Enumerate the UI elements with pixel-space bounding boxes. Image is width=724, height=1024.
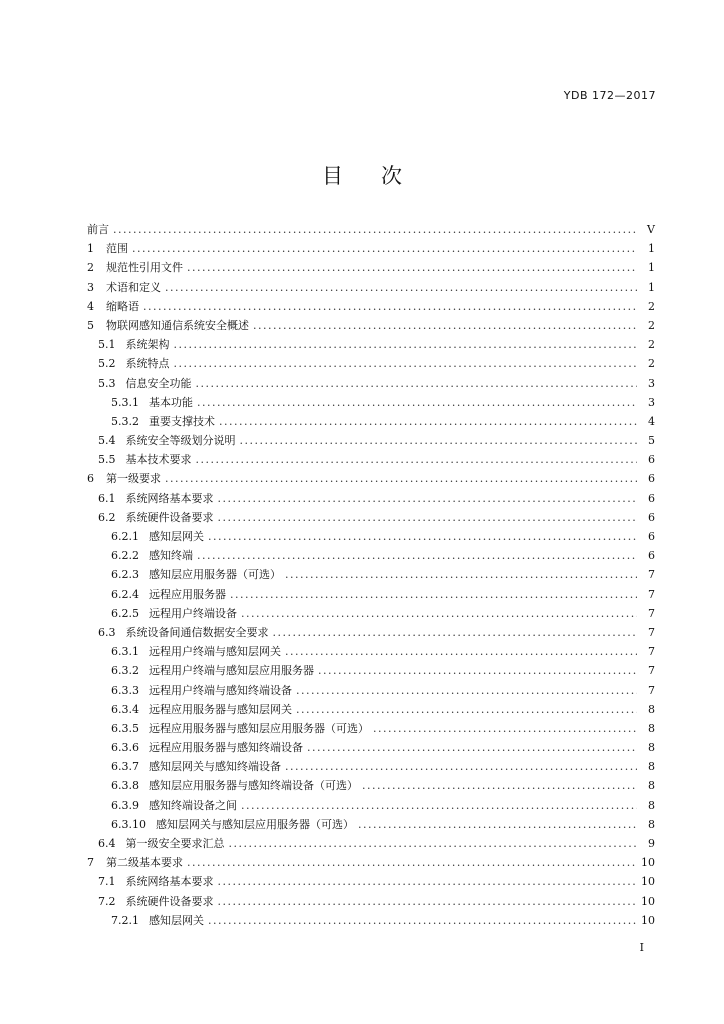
toc-leader-dots xyxy=(197,546,637,565)
toc-entry-page: 2 xyxy=(648,299,655,313)
toc-leader-dots xyxy=(285,642,637,661)
toc-entry-label: 物联网感知通信系统安全概述 xyxy=(106,318,249,332)
toc-entry-label: 前言 xyxy=(87,223,109,236)
toc-entry-label: 远程用户终端与感知层应用服务器 xyxy=(149,664,314,678)
toc-entry-page: 6 xyxy=(648,472,655,486)
toc-entry[interactable] xyxy=(87,585,655,604)
toc-leader-dots xyxy=(218,508,638,527)
toc-leader-dots xyxy=(230,585,637,604)
toc-entry-page: 8 xyxy=(648,798,655,812)
toc-entry-number: 6.2.4 xyxy=(111,587,139,601)
toc-entry-number: 1 xyxy=(87,242,94,256)
toc-entry-number: 6.1 xyxy=(98,491,116,505)
toc-entry-number: 5.5 xyxy=(98,453,116,467)
toc-leader-dots xyxy=(218,489,638,508)
toc-leader-dots xyxy=(196,450,638,469)
toc-entry-label: 基本功能 xyxy=(149,395,193,409)
toc-entry[interactable] xyxy=(87,872,655,891)
toc-entry-number: 5.3.2 xyxy=(111,414,139,428)
toc-entry[interactable] xyxy=(87,508,655,527)
toc-entry-page: 2 xyxy=(648,318,655,332)
toc-entry[interactable] xyxy=(87,776,655,795)
toc-leader-dots xyxy=(307,738,637,757)
toc-leader-dots xyxy=(113,220,637,239)
toc-entry-label: 术语和定义 xyxy=(106,280,161,294)
toc-entry-page: 8 xyxy=(648,721,655,735)
toc-entry-label: 系统硬件设备要求 xyxy=(125,894,214,908)
toc-entry-number: 6.2.1 xyxy=(111,530,139,543)
toc-leader-dots xyxy=(208,911,637,930)
toc-entry-number: 7 xyxy=(87,856,94,870)
toc-entry-page: 7 xyxy=(648,683,655,697)
toc-leader-dots xyxy=(219,412,637,431)
toc-entry[interactable] xyxy=(87,489,655,508)
toc-leader-dots xyxy=(174,354,638,373)
toc-entry-page: 10 xyxy=(641,875,655,889)
toc-entry[interactable] xyxy=(87,450,655,469)
toc-entry-label: 感知层应用服务器（可选） xyxy=(149,568,281,582)
toc-entry-label: 远程应用服务器与感知层应用服务器（可选） xyxy=(149,721,369,735)
toc-entry-page: 2 xyxy=(648,338,655,352)
toc-entry-label: 规范性引用文件 xyxy=(106,261,183,275)
toc-entry-page: 8 xyxy=(648,760,655,774)
toc-leader-dots xyxy=(196,374,638,393)
toc-entry-number: 7.1 xyxy=(98,875,116,889)
toc-entry-page: 10 xyxy=(641,913,655,927)
toc-entry[interactable] xyxy=(87,892,655,911)
toc-entry-page: 6 xyxy=(648,549,655,563)
title-char-2: 次 xyxy=(381,164,402,188)
toc-entry-number: 6.3.9 xyxy=(111,798,139,812)
toc-entry[interactable] xyxy=(87,911,655,930)
toc-entry-number: 7.2 xyxy=(98,894,116,908)
toc-entry[interactable] xyxy=(87,623,655,642)
toc-entry-label: 系统架构 xyxy=(125,338,170,352)
toc-entry[interactable] xyxy=(87,335,655,354)
toc-entry-label: 远程用户终端设备 xyxy=(149,606,237,620)
toc-entry[interactable] xyxy=(87,297,655,316)
toc-entry[interactable] xyxy=(87,316,655,335)
toc-entry-number: 5.3.1 xyxy=(111,395,139,409)
standard-code: YDB 172—2017 xyxy=(563,89,656,102)
toc-leader-dots xyxy=(132,239,637,258)
toc-entry-label: 重要支撑技术 xyxy=(149,414,215,428)
toc-entry-page: 3 xyxy=(648,395,655,409)
toc-entry-page: 7 xyxy=(648,568,655,582)
toc-entry-label: 系统设备间通信数据安全要求 xyxy=(125,625,269,639)
toc-entry[interactable] xyxy=(87,431,655,450)
toc-leader-dots xyxy=(296,681,637,700)
toc-entry-label: 感知终端设备之间 xyxy=(149,798,237,812)
toc-entry-number: 7.2.1 xyxy=(111,913,139,927)
toc-entry-number: 6.2.5 xyxy=(111,606,139,620)
toc-entry-number: 6.4 xyxy=(98,837,116,850)
toc-entry-page: 10 xyxy=(641,856,655,870)
toc-entry[interactable] xyxy=(87,546,655,565)
toc-leader-dots xyxy=(241,604,637,623)
toc-entry-page: 7 xyxy=(648,625,655,639)
toc-entry-page: 4 xyxy=(648,414,655,428)
toc-entry-page: 10 xyxy=(641,894,655,908)
toc-leader-dots xyxy=(165,469,637,488)
toc-entry-label: 感知终端 xyxy=(149,549,193,563)
toc-entry-label: 系统网络基本要求 xyxy=(125,875,214,889)
toc-leader-dots xyxy=(253,316,637,335)
toc-entry-label: 系统网络基本要求 xyxy=(125,491,214,505)
toc-entry-page: 8 xyxy=(648,779,655,793)
toc-leader-dots xyxy=(362,776,637,795)
toc-entry[interactable] xyxy=(87,719,655,738)
toc-entry-page: 8 xyxy=(648,741,655,755)
toc-entry-number: 5.2 xyxy=(98,357,116,371)
toc-entry-page: 6 xyxy=(648,491,655,505)
toc-entry-number: 6.2.3 xyxy=(111,568,139,582)
toc-leader-dots xyxy=(358,815,637,834)
toc-entry-number: 5.3 xyxy=(98,376,116,390)
toc-entry[interactable] xyxy=(87,681,655,700)
toc-entry-number: 6.3.3 xyxy=(111,683,139,697)
toc-entry-label: 远程用户终端与感知终端设备 xyxy=(149,683,292,697)
toc-leader-dots xyxy=(285,565,637,584)
toc-entry-label: 感知层网关 xyxy=(149,913,204,927)
toc-leader-dots xyxy=(197,393,637,412)
toc-entry-number: 3 xyxy=(87,280,94,294)
toc-entry[interactable] xyxy=(87,700,655,719)
toc-entry[interactable] xyxy=(87,661,655,680)
toc-entry-label: 基本技术要求 xyxy=(125,453,192,467)
toc-entry-label: 远程用户终端与感知层网关 xyxy=(149,645,281,659)
toc-entry-page: 6 xyxy=(648,453,655,467)
toc-entry-page: 6 xyxy=(648,510,655,524)
toc-entry-label: 系统安全等级划分说明 xyxy=(125,434,236,448)
toc-entry-number: 4 xyxy=(87,299,94,313)
toc-entry-page: 1 xyxy=(648,261,655,275)
toc-entry-number: 6.3.2 xyxy=(111,664,139,678)
toc-entry[interactable] xyxy=(87,354,655,373)
toc-entry[interactable] xyxy=(87,604,655,623)
toc-entry[interactable] xyxy=(87,393,655,412)
toc-entry[interactable] xyxy=(87,374,655,393)
toc-leader-dots xyxy=(240,431,638,450)
toc-entry[interactable] xyxy=(87,565,655,584)
toc-entry[interactable] xyxy=(87,258,655,277)
toc-entry-label: 第一级要求 xyxy=(106,472,161,486)
toc-entry[interactable] xyxy=(87,220,655,239)
toc-entry-page: 8 xyxy=(648,817,655,831)
toc-entry-label: 感知层网关与感知终端设备 xyxy=(149,760,281,774)
title-char-1: 目 xyxy=(322,164,343,188)
toc-entry-number: 5.4 xyxy=(98,434,116,448)
toc-entry-page: 7 xyxy=(648,664,655,678)
toc-entry-label: 第二级基本要求 xyxy=(106,856,183,870)
toc-entry[interactable] xyxy=(87,642,655,661)
toc-entry-number: 6 xyxy=(87,472,94,486)
toc-leader-dots xyxy=(208,527,637,546)
toc-entry[interactable] xyxy=(87,738,655,757)
table-of-contents xyxy=(87,220,655,930)
toc-entry-number: 2 xyxy=(87,261,94,275)
toc-entry[interactable] xyxy=(87,527,655,546)
toc-entry-number: 6.3 xyxy=(98,625,116,639)
toc-entry[interactable] xyxy=(87,834,655,853)
toc-entry-page: 7 xyxy=(648,606,655,620)
toc-entry-number: 6.3.8 xyxy=(111,779,139,793)
toc-entry-number: 6.3.5 xyxy=(111,721,139,735)
toc-entry-number: 6.3.7 xyxy=(111,760,139,774)
toc-entry-page: 9 xyxy=(648,837,655,850)
toc-entry-page: 7 xyxy=(648,645,655,659)
toc-entry-number: 5 xyxy=(87,318,94,332)
toc-leader-dots xyxy=(165,278,637,297)
toc-entry-label: 系统特点 xyxy=(125,357,170,371)
toc-leader-dots xyxy=(241,796,637,815)
toc-leader-dots xyxy=(143,297,637,316)
toc-entry[interactable] xyxy=(87,757,655,776)
page-number: I xyxy=(639,941,644,954)
toc-leader-dots xyxy=(273,623,638,642)
toc-entry[interactable] xyxy=(87,853,655,872)
toc-leader-dots xyxy=(373,719,637,738)
toc-leader-dots xyxy=(187,853,637,872)
toc-entry-number: 6.2 xyxy=(98,510,116,524)
toc-entry[interactable] xyxy=(87,796,655,815)
toc-entry-page: 3 xyxy=(648,376,655,390)
toc-entry[interactable] xyxy=(87,278,655,297)
toc-entry-label: 远程应用服务器 xyxy=(149,587,226,601)
toc-entry-number: 6.3.6 xyxy=(111,741,139,755)
toc-entry-page: 8 xyxy=(648,702,655,716)
toc-entry[interactable] xyxy=(87,412,655,431)
toc-entry-label: 信息安全功能 xyxy=(125,376,192,390)
toc-entry-number: 6.3.1 xyxy=(111,645,139,659)
toc-entry-page: V xyxy=(647,223,655,236)
toc-entry-label: 第一级安全要求汇总 xyxy=(125,837,225,850)
toc-leader-dots xyxy=(187,258,637,277)
page-title xyxy=(0,160,724,190)
toc-entry[interactable] xyxy=(87,469,655,488)
toc-entry[interactable] xyxy=(87,239,655,258)
toc-leader-dots xyxy=(229,834,638,853)
toc-entry-label: 范围 xyxy=(106,242,128,256)
toc-entry-label: 感知层网关与感知层应用服务器（可选） xyxy=(156,817,354,831)
toc-entry-number: 6.2.2 xyxy=(111,549,139,563)
toc-entry-number: 6.3.10 xyxy=(111,817,146,831)
toc-leader-dots xyxy=(218,872,638,891)
toc-entry-label: 感知层网关 xyxy=(149,530,204,543)
toc-leader-dots xyxy=(285,757,637,776)
toc-entry-page: 5 xyxy=(648,434,655,448)
toc-entry-label: 远程应用服务器与感知层网关 xyxy=(149,702,292,716)
toc-entry-label: 远程应用服务器与感知终端设备 xyxy=(149,741,303,755)
toc-entry-label: 缩略语 xyxy=(106,299,139,313)
toc-leader-dots xyxy=(318,661,637,680)
toc-entry-number: 5.1 xyxy=(98,338,116,352)
toc-entry-label: 感知层应用服务器与感知终端设备（可选） xyxy=(149,779,358,793)
toc-entry-page: 1 xyxy=(648,280,655,294)
toc-entry-page: 2 xyxy=(648,357,655,371)
toc-entry[interactable] xyxy=(87,815,655,834)
toc-entry-page: 6 xyxy=(648,530,655,543)
toc-entry-number: 6.3.4 xyxy=(111,702,139,716)
toc-leader-dots xyxy=(174,335,638,354)
toc-entry-label: 系统硬件设备要求 xyxy=(125,510,214,524)
toc-entry-page: 1 xyxy=(648,242,655,256)
toc-entry-page: 7 xyxy=(648,587,655,601)
toc-leader-dots xyxy=(296,700,637,719)
toc-leader-dots xyxy=(218,892,638,911)
